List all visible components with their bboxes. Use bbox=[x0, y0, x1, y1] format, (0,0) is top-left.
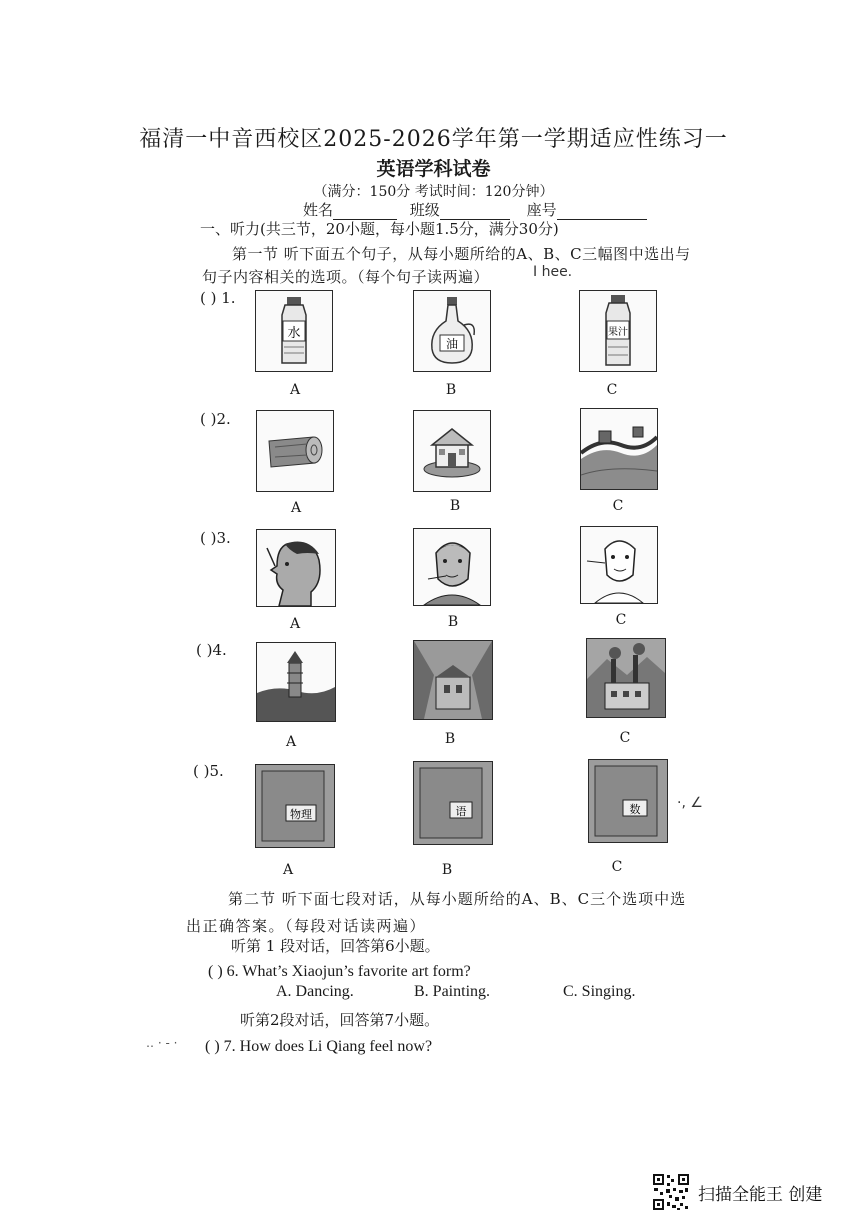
q7-answer-blank[interactable]: ( ) bbox=[205, 1038, 220, 1055]
q3-letter-c: C bbox=[615, 612, 627, 628]
great-wall-icon bbox=[581, 409, 657, 489]
q3-option-a-image[interactable] bbox=[256, 529, 336, 607]
q4-option-a-image[interactable] bbox=[256, 642, 336, 722]
book-label-icon bbox=[589, 760, 667, 842]
q1-option-c-image[interactable] bbox=[579, 290, 657, 372]
question-7 bbox=[205, 1038, 432, 1056]
factory-icon bbox=[587, 639, 665, 717]
q5-option-c-image[interactable] bbox=[588, 759, 668, 843]
q1b-label: 油 bbox=[445, 337, 459, 351]
q5-letter-a: A bbox=[282, 862, 294, 878]
q5-option-a-image[interactable] bbox=[255, 764, 335, 848]
exam-meta: （满分：150分 考试时间：120分钟） bbox=[313, 184, 554, 200]
pagoda-icon bbox=[257, 643, 335, 721]
head-nose-icon bbox=[257, 530, 335, 606]
dialogue-2-instruction: 听第2段对话，回答第7小题。 bbox=[240, 1011, 440, 1029]
seat-field[interactable] bbox=[557, 205, 647, 220]
face-ear-icon bbox=[581, 527, 657, 603]
q3-option-b-image[interactable] bbox=[413, 528, 491, 606]
question-3-label[interactable]: ( )3. bbox=[200, 529, 231, 547]
q6-option-c[interactable]: C. Singing. bbox=[563, 983, 636, 1000]
q1-letter-b: B bbox=[445, 382, 457, 398]
building-icon bbox=[414, 641, 492, 719]
bottle-water-icon bbox=[256, 291, 332, 371]
q1-letter-c: C bbox=[606, 382, 618, 398]
q1-option-a-image[interactable] bbox=[255, 290, 333, 372]
section1-instruction-line2: 句子内容相关的选项。（每个句子读两遍） bbox=[202, 268, 490, 286]
juice-bottle-icon bbox=[580, 291, 656, 371]
question-1-label[interactable]: ( ) 1. bbox=[200, 289, 236, 307]
q6-text: 6. What’s Xiaojun’s favorite art form? bbox=[226, 963, 471, 980]
q5c-label: 数 bbox=[629, 803, 641, 816]
question-6 bbox=[208, 963, 471, 981]
name-label: 姓名 bbox=[303, 201, 334, 219]
q3-option-c-image[interactable] bbox=[580, 526, 658, 604]
section1-instruction-line1: 第一节 听下面五个句子，从每小题所给的A、B、C三幅图中选出与 bbox=[232, 245, 691, 263]
student-info-line bbox=[303, 199, 647, 220]
section2-instruction-line1: 第二节 听下面七段对话，从每小题所给的A、B、C三个选项中选 bbox=[228, 890, 687, 908]
q4-option-c-image[interactable] bbox=[586, 638, 666, 718]
q4-option-b-image[interactable] bbox=[413, 640, 493, 720]
oil-jug-icon bbox=[414, 291, 490, 371]
q4-letter-c: C bbox=[619, 730, 631, 746]
qr-code-icon bbox=[652, 1173, 690, 1211]
q4-letter-a: A bbox=[285, 734, 297, 750]
q1-letter-a: A bbox=[289, 382, 301, 398]
q3-letter-b: B bbox=[447, 614, 459, 630]
q2-option-c-image[interactable] bbox=[580, 408, 658, 490]
q6-option-a[interactable]: A. Dancing. bbox=[276, 983, 354, 1000]
q7-text: 7. How does Li Qiang feel now? bbox=[223, 1038, 433, 1055]
margin-mark: ·, ∠ bbox=[677, 795, 703, 811]
exam-title: 福清一中音西校区2025-2026学年第一学期适应性练习一 bbox=[139, 127, 728, 152]
book-label-icon bbox=[256, 765, 334, 847]
subject-title: 英语学科试卷 bbox=[376, 158, 491, 180]
question-2-label[interactable]: ( )2. bbox=[200, 410, 231, 428]
dialogue-1-instruction: 听第 1 段对话，回答第6小题。 bbox=[231, 937, 440, 955]
q2-letter-c: C bbox=[612, 498, 624, 514]
q4-letter-b: B bbox=[444, 731, 456, 747]
q2-letter-a: A bbox=[290, 500, 302, 516]
part1-heading: 一、听力(共三节，20小题，每小题1.5分，满分30分) bbox=[200, 220, 559, 238]
q3-letter-a: A bbox=[289, 616, 301, 632]
q2-option-b-image[interactable] bbox=[413, 410, 491, 492]
q5-letter-c: C bbox=[611, 859, 623, 875]
section2-instruction-line2: 出正确答案。（每段对话读两遍） bbox=[186, 917, 427, 935]
house-icon bbox=[414, 411, 490, 491]
q1a-label: 水 bbox=[287, 326, 301, 341]
question-4-label[interactable]: ( )4. bbox=[196, 641, 227, 659]
stray-marks: ‥ · - · bbox=[146, 1036, 178, 1050]
q1-option-b-image[interactable] bbox=[413, 290, 491, 372]
handwritten-note: I hee. bbox=[533, 264, 573, 280]
q2-letter-b: B bbox=[449, 498, 461, 514]
q1c-label: 果汁 bbox=[608, 327, 628, 338]
log-icon bbox=[257, 411, 333, 491]
seat-label: 座号 bbox=[526, 201, 557, 219]
q6-option-b[interactable]: B. Painting. bbox=[414, 983, 491, 1000]
q2-option-a-image[interactable] bbox=[256, 410, 334, 492]
class-label: 班级 bbox=[409, 201, 440, 219]
book-label-icon bbox=[414, 762, 492, 844]
q5-letter-b: B bbox=[441, 862, 453, 878]
q5a-label: 物理 bbox=[290, 808, 312, 821]
scanner-watermark: 扫描全能王 创建 bbox=[698, 1185, 823, 1205]
q5-option-b-image[interactable] bbox=[413, 761, 493, 845]
q5b-label: 语 bbox=[455, 805, 467, 818]
q6-answer-blank[interactable]: ( ) bbox=[208, 963, 223, 980]
face-mouth-icon bbox=[414, 529, 490, 605]
question-5-label[interactable]: ( )5. bbox=[193, 762, 224, 780]
